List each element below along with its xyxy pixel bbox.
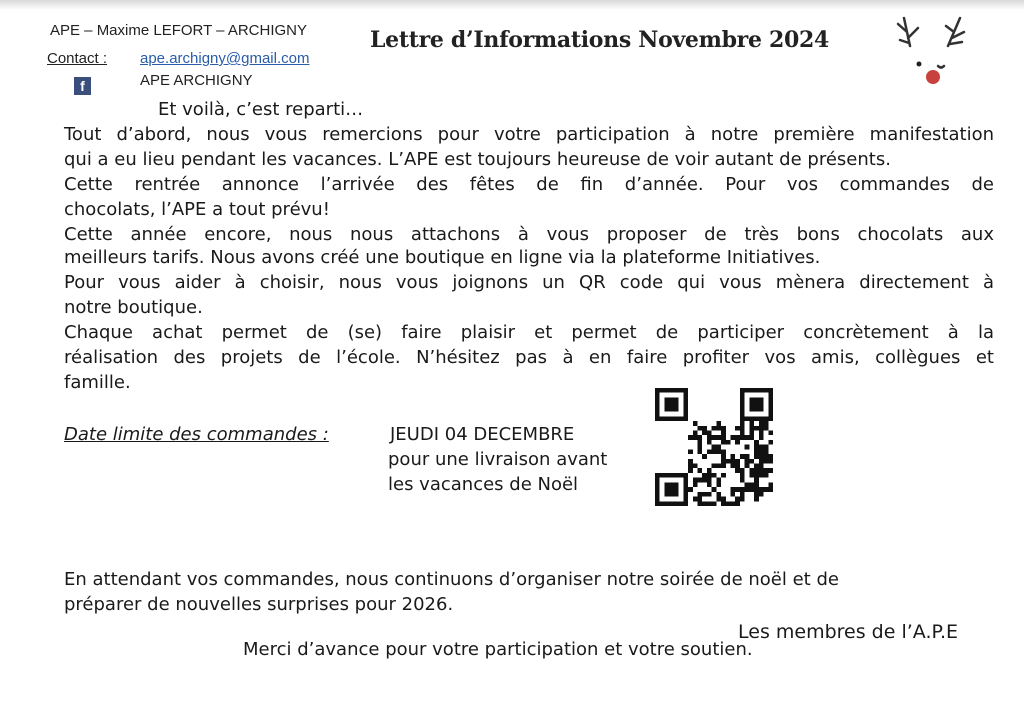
closing-line: En attendant vos commandes, nous continuons d’organiser notre soirée de noël et de [64, 569, 839, 590]
body-line: Tout d’abord, nous vous remercions pour votre participation à notre première manifestation [64, 124, 994, 145]
body-line: Cette année encore, nous nous attachons à vous proposer de très bons chocolats aux [64, 224, 994, 245]
body-line: Pour vous aider à choisir, nous vous joignons un QR code qui vous mènera directement à [64, 272, 994, 293]
deadline-label: Date limite des commandes : [64, 424, 329, 445]
closing-line: préparer de nouvelles surprises pour 2026. [64, 594, 454, 615]
body-line: qui a eu lieu pendant les vacances. L’APE est toujours heureuse de voir autant de présents. [64, 149, 891, 170]
thanks-line: Merci d’avance pour votre participation et votre soutien. [243, 639, 753, 660]
body-line: réalisation des projets de l’école. N’hésitez pas à en faire profiter vos amis, collègues et [64, 347, 994, 368]
email-link[interactable]: ape.archigny@gmail.com [140, 50, 310, 67]
signature: Les membres de l’A.P.E [738, 621, 959, 643]
body-line: notre boutique. [64, 297, 203, 318]
facebook-icon: f [74, 77, 91, 95]
org-name: APE – Maxime LEFORT – ARCHIGNY [50, 22, 308, 39]
body-line: Chaque achat permet de (se) faire plaisir et permet de participer concrètement à la [64, 322, 994, 343]
deadline-date: JEUDI 04 DECEMBRE [390, 424, 575, 445]
body-line: Cette rentrée annonce l’arrivée des fêtes de fin d’année. Pour vos commandes de [64, 174, 994, 195]
body-line: chocolats, l’APE a tout prévu! [64, 199, 330, 220]
contact-label: Contact : [47, 50, 108, 67]
qr-code[interactable] [650, 388, 778, 506]
deadline-note: pour une livraison avant [388, 449, 608, 470]
body-line: famille. [64, 372, 131, 393]
deadline-note: les vacances de Noël [388, 474, 579, 495]
facebook-name: APE ARCHIGNY [140, 72, 253, 89]
scan-edge [0, 0, 1024, 10]
reindeer-icon [888, 14, 978, 89]
body-line: meilleurs tarifs. Nous avons créé une boutique en ligne via la plateforme Initiatives. [64, 247, 821, 268]
intro-line: Et voilà, c’est reparti… [158, 99, 364, 120]
page-title: Lettre d’Informations Novembre 2024 [370, 27, 830, 53]
